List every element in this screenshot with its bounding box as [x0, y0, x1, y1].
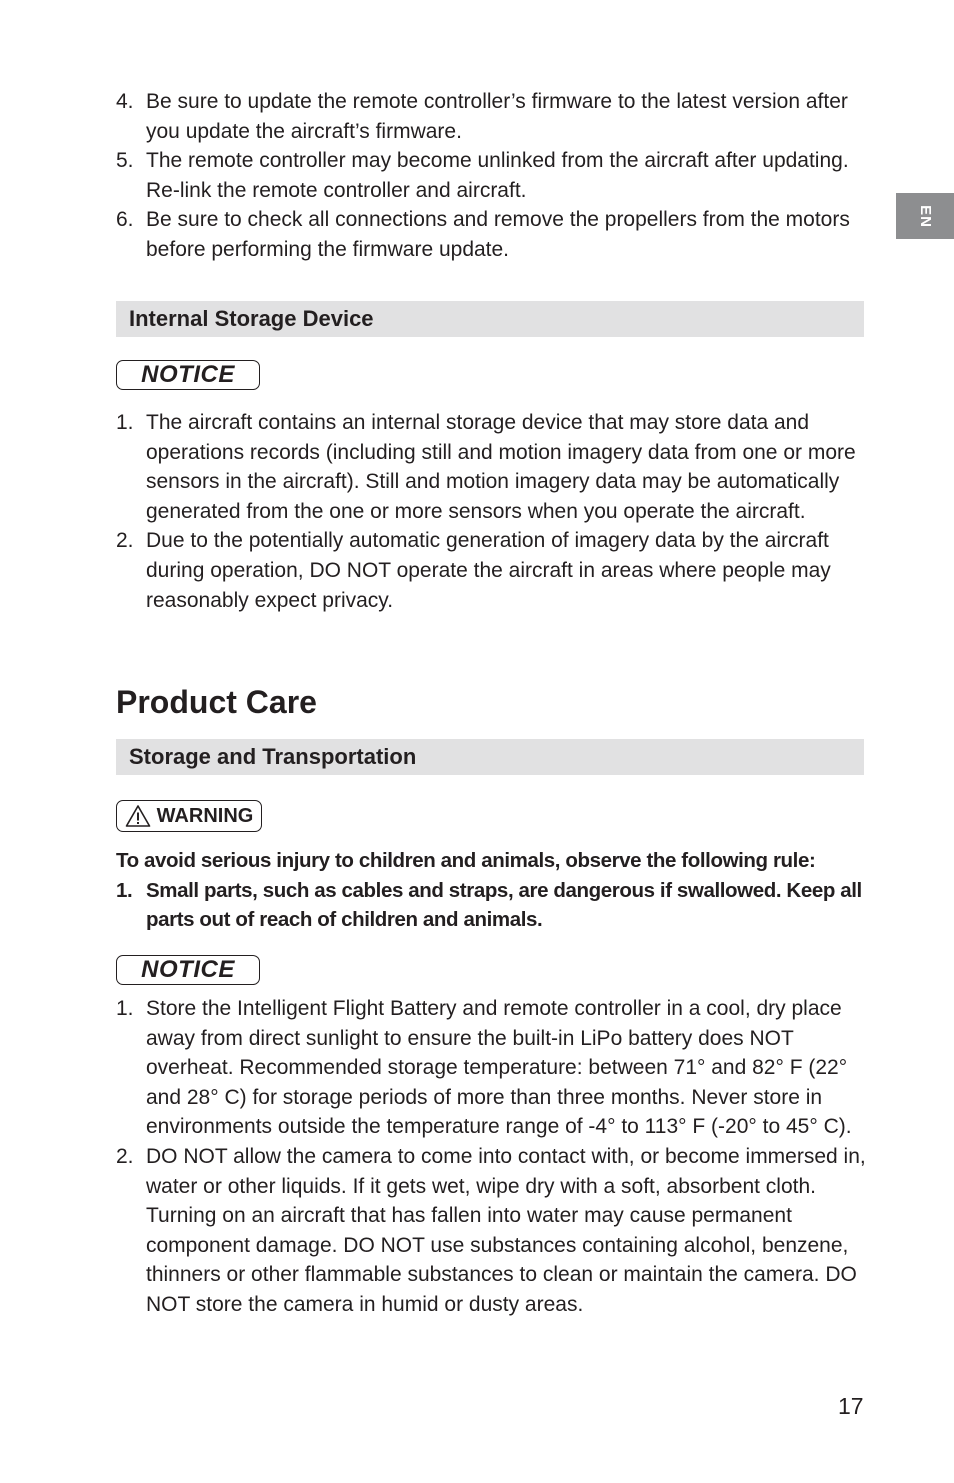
language-tab [896, 193, 954, 239]
page-title-product-care: Product Care [116, 684, 317, 720]
storage-notice-list [116, 994, 866, 1320]
list-item [116, 205, 866, 264]
list-item [116, 87, 866, 146]
list-item-number: 4. [116, 90, 134, 113]
warning-triangle-icon [125, 804, 151, 828]
list-item-text: Store the Intelligent Flight Battery and remote controller in a cool, dry place away from direct sunlight to ensure the built-in LiPo battery does NOT overheat. Recommended storage temperature: between 71° and 82° F (22° and 28° C) for storage periods of more than three months. Never store in environments outside the temperature range of -4° to 113° F (-20° to 45° C). [146, 997, 852, 1139]
list-item-text: The aircraft contains an internal storage device that may store data and operations records (including still and motion imagery data from one or more sensors in the aircraft). Still and motion imagery data may be automatically generated from the one or more sensors when you operate the aircraft. [146, 411, 856, 523]
warning-item-number: 1. [116, 878, 133, 902]
warning-label [116, 800, 262, 832]
page-number: 17 [838, 1393, 864, 1419]
warning-item [116, 876, 876, 935]
section-heading-internal-storage: Internal Storage Device [116, 301, 864, 337]
list-item-number: 1. [116, 411, 134, 434]
notice-label: NOTICE [116, 360, 260, 390]
warning-text-block [116, 846, 876, 935]
list-item-number: 2. [116, 1144, 134, 1168]
list-item-text: DO NOT allow the camera to come into contact with, or become immersed in, water or other liquids. If it gets wet, wipe dry with a soft, absorbent cloth. Turning on an aircraft that has fallen into water may cause permanent component damage. DO NOT use substances containing alcohol, benzene, thinners or other flammable substances to clean or maintain the camera. DO NOT store the camera in humid or dusty areas. [146, 1144, 866, 1316]
section-heading-storage-transportation: Storage and Transportation [116, 739, 864, 775]
list-item-number: 5. [116, 149, 134, 173]
warning-item-text: Small parts, such as cables and straps, are dangerous if swallowed. Keep all parts out of reach of children and animals. [146, 878, 862, 932]
list-item-text: The remote controller may become unlinked from the aircraft after updating. Re-link the remote controller and aircraft. [146, 149, 849, 202]
warning-label-text: WARNING [156, 804, 254, 827]
list-item [116, 146, 866, 205]
list-item [116, 994, 866, 1142]
warning-intro: To avoid serious injury to children and animals, observe the following rule: [116, 849, 816, 872]
firmware-update-list [116, 87, 866, 265]
list-item [116, 1142, 866, 1320]
list-item-text: Be sure to check all connections and remove the propellers from the motors before performing the firmware update. [146, 208, 850, 261]
list-item-number: 1. [116, 997, 134, 1020]
language-tab-label: EN [916, 204, 934, 228]
internal-storage-list [116, 408, 866, 615]
list-item-number: 2. [116, 529, 134, 553]
list-item [116, 408, 866, 526]
list-item-number: 6. [116, 208, 134, 232]
list-item [116, 526, 866, 615]
notice-label: NOTICE [116, 955, 260, 985]
list-item-text: Due to the potentially automatic generation of imagery data by the aircraft during operation, DO NOT operate the aircraft in areas where people may reasonably expect privacy. [146, 529, 831, 612]
list-item-text: Be sure to update the remote controller’s firmware to the latest version after you update the aircraft’s firmware. [146, 90, 848, 143]
